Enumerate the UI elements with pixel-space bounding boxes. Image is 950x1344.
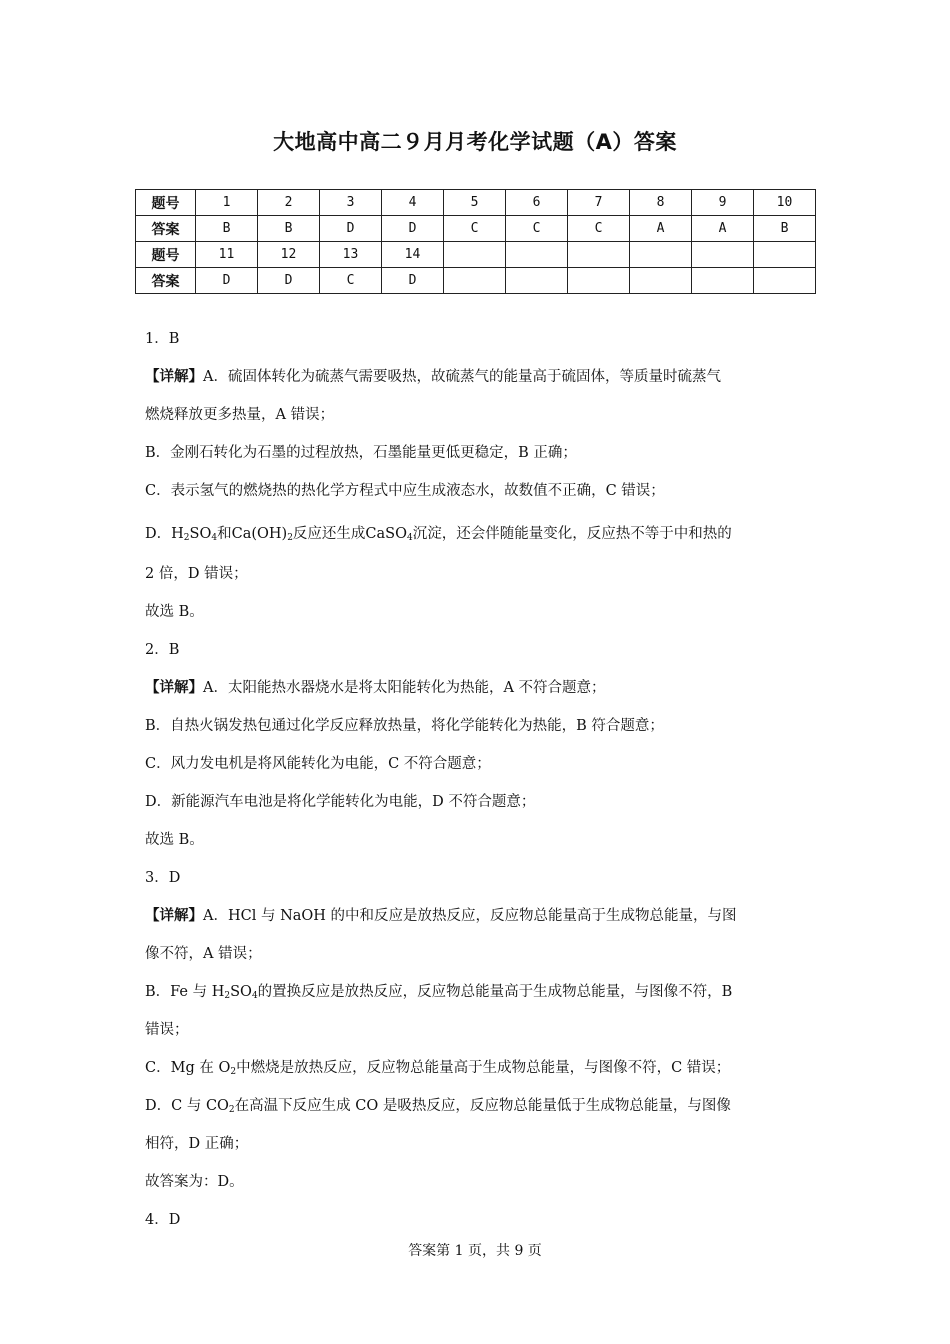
table-cell [444, 242, 506, 268]
q3-answer: 3．D [145, 870, 181, 886]
table-cell [506, 268, 568, 294]
table-cell [630, 242, 692, 268]
table-cell: 6 [506, 190, 568, 216]
row-header: 答案 [136, 268, 196, 294]
table-cell: B [754, 216, 816, 242]
table-cell: C [506, 216, 568, 242]
q1-detail-a-cont: 燃烧释放更多热量，A 错误； [145, 407, 335, 423]
table-cell: 13 [320, 242, 382, 268]
table-cell: 9 [692, 190, 754, 216]
q1-detail-d: D．$H_2SO_4$和$Ca(OH)_2$反应还生成CaSO$_4$沉淀，还会伴随能量变化，反应热不等于中和热的 [145, 526, 732, 543]
q3-detail-d-cont: 相符，D 正确； [145, 1136, 249, 1152]
q2-detail-b: B．自热火锅发热包通过化学反应释放热量，将化学能转化为热能，B 符合题意； [145, 718, 664, 734]
page-title: 大地高中高二９月月考化学试题（A）答案 [273, 130, 677, 154]
q2-detail-a: 【详解】A．太阳能热水器烧水是将太阳能转化为热能，A 不符合题意； [145, 679, 606, 696]
table-cell: 3 [320, 190, 382, 216]
table-cell [630, 268, 692, 294]
q3-detail-a: 【详解】A．HCl 与 NaOH 的中和反应是放热反应，反应物总能量高于生成物总能量，与图 [145, 907, 737, 924]
row-header: 答案 [136, 216, 196, 242]
q1-answer: 1．B [145, 331, 180, 347]
q2-answer: 2．B [145, 642, 180, 658]
table-cell: A [692, 216, 754, 242]
table-cell: D [196, 268, 258, 294]
row-header: 题号 [136, 242, 196, 268]
table-cell: 7 [568, 190, 630, 216]
q1-conclusion: 故选 B。 [145, 604, 204, 620]
table-cell: 1 [196, 190, 258, 216]
answer-table [135, 189, 816, 294]
detail-tag: 【详解】 [145, 679, 203, 696]
q3-conclusion: 故答案为：D。 [145, 1174, 244, 1190]
table-cell: C [568, 216, 630, 242]
q2-detail-d: D．新能源汽车电池是将化学能转化为电能，D 不符合题意； [145, 794, 536, 810]
q1-detail-b: B．金刚石转化为石墨的过程放热，石墨能量更低更稳定，B 正确； [145, 445, 577, 461]
table-cell: 4 [382, 190, 444, 216]
q3-detail-a-cont: 像不符，A 错误； [145, 946, 262, 962]
answer-explanations [145, 327, 815, 1246]
table-cell [568, 242, 630, 268]
q1-detail-a: 【详解】A．硫固体转化为硫蒸气需要吸热，故硫蒸气的能量高于硫固体，等质量时硫蒸气 [145, 368, 721, 385]
q1-detail-d-cont: 2 倍，D 错误； [145, 566, 248, 582]
table-cell: D [382, 268, 444, 294]
detail-tag: 【详解】 [145, 368, 203, 385]
table-cell: 12 [258, 242, 320, 268]
table-cell: 5 [444, 190, 506, 216]
page-footer: 答案第 1 页，共 9 页 [408, 1243, 542, 1259]
table-cell: D [320, 216, 382, 242]
q4-answer: 4．D [145, 1212, 181, 1228]
q2-detail-c: C．风力发电机是将风能转化为电能，C 不符合题意； [145, 756, 491, 772]
table-cell: 10 [754, 190, 816, 216]
table-cell [692, 268, 754, 294]
table-cell: D [258, 268, 320, 294]
table-cell: B [196, 216, 258, 242]
table-cell: 14 [382, 242, 444, 268]
table-row [136, 190, 816, 216]
table-row [136, 216, 816, 242]
table-row [136, 268, 816, 294]
table-cell [692, 242, 754, 268]
table-cell: A [630, 216, 692, 242]
q3-detail-c: C．Mg 在 $O_2$中燃烧是放热反应，反应物总能量高于生成物总能量，与图像不符，C 错误； [145, 1060, 731, 1077]
q2-conclusion: 故选 B。 [145, 832, 204, 848]
table-row [136, 242, 816, 268]
table-cell: C [320, 268, 382, 294]
table-cell: 11 [196, 242, 258, 268]
detail-tag: 【详解】 [145, 907, 203, 924]
table-cell [754, 242, 816, 268]
table-cell [506, 242, 568, 268]
q3-detail-b: B．Fe 与 $H_2SO_4$的置换反应是放热反应，反应物总能量高于生成物总能量，与图像不符，B [145, 984, 733, 1001]
table-cell [568, 268, 630, 294]
q3-detail-b-cont: 错误； [145, 1022, 189, 1038]
q1-detail-c: C．表示氢气的燃烧热的热化学方程式中应生成液态水，故数值不正确，C 错误； [145, 483, 665, 499]
table-cell: C [444, 216, 506, 242]
row-header: 题号 [136, 190, 196, 216]
table-cell [444, 268, 506, 294]
q3-detail-d: D．C 与 $CO_2$在高温下反应生成 CO 是吸热反应，反应物总能量低于生成物总能量，与图像 [145, 1098, 731, 1115]
table-cell [754, 268, 816, 294]
table-cell: 2 [258, 190, 320, 216]
table-cell: B [258, 216, 320, 242]
table-cell: 8 [630, 190, 692, 216]
table-cell: D [382, 216, 444, 242]
